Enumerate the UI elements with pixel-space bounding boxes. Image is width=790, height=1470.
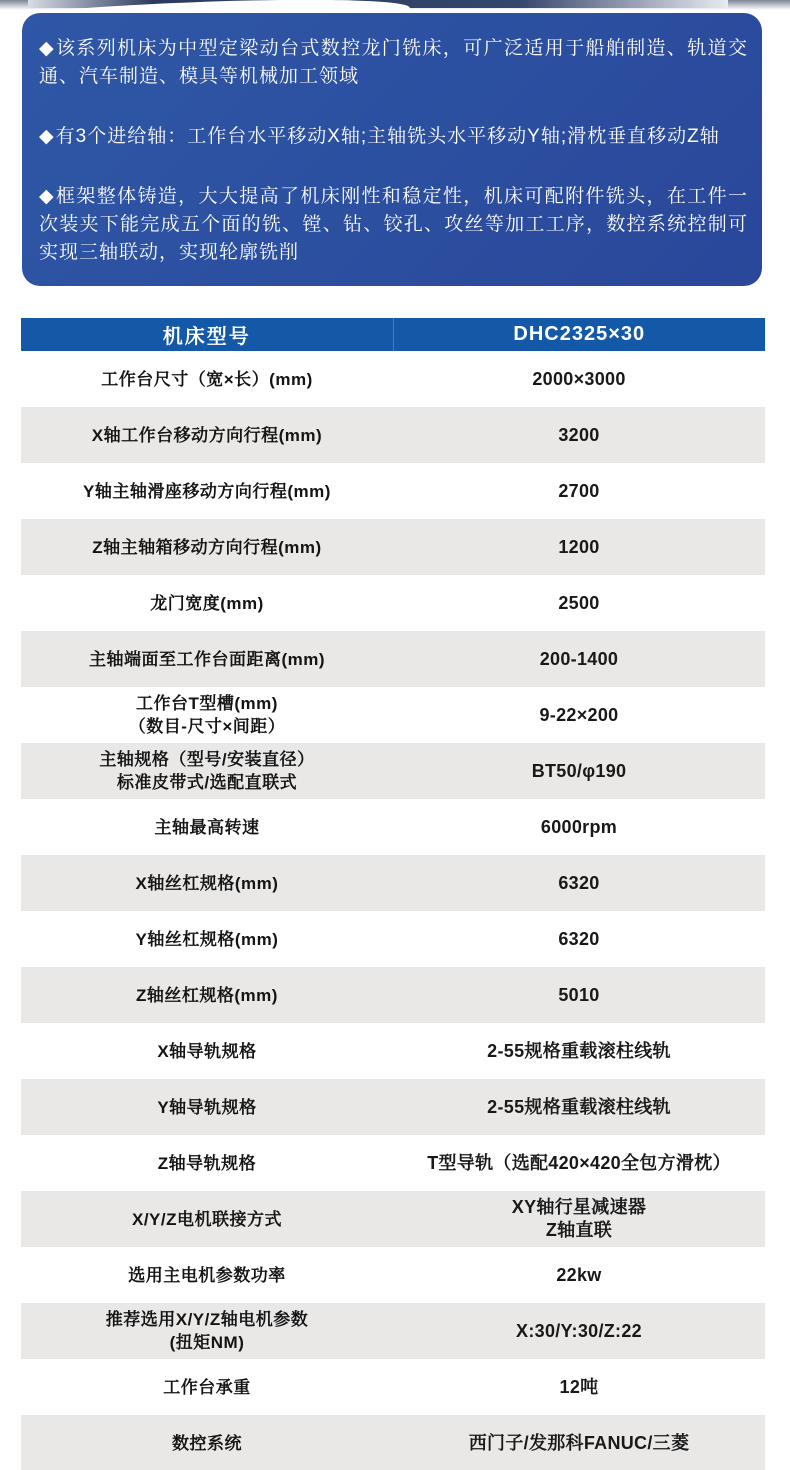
spec-label — [21, 687, 393, 743]
spec-label — [21, 911, 393, 967]
spec-value — [393, 1135, 765, 1191]
spec-label — [21, 855, 393, 911]
spec-value-text: 1200 — [558, 536, 600, 557]
spec-value-text: 2000×3000 — [532, 368, 626, 389]
spec-label-text: 主轴最高转速 — [154, 817, 260, 837]
spec-label — [21, 1415, 393, 1470]
spec-value — [393, 351, 765, 407]
spec-row-motor-coupling — [21, 1191, 765, 1247]
spec-value-text: 3200 — [558, 424, 600, 445]
spec-label — [21, 407, 393, 463]
spec-label — [21, 575, 393, 631]
intro-bullet-1-text: 该系列机床为中型定梁动台式数控龙门铣床，可广泛适用于船舶制造、轨道交通、汽车制造、模具等机械加工领域 — [39, 38, 748, 87]
spec-row-spindle-spec — [21, 743, 765, 799]
spec-label-text: X轴丝杠规格(mm) — [135, 873, 279, 893]
spec-value-text: 5010 — [558, 984, 600, 1005]
spec-label-text: X轴导轨规格 — [157, 1041, 257, 1061]
spec-row-max-spindle-speed — [21, 799, 765, 855]
diamond-icon: ◆ — [39, 186, 55, 207]
intro-panel — [22, 13, 762, 286]
spec-row-x-guideway — [21, 1023, 765, 1079]
spec-value-text: 2500 — [558, 592, 600, 613]
spec-label-text: 数控系统 — [172, 1433, 242, 1453]
spec-label-text: Z轴导轨规格 — [157, 1153, 257, 1173]
spec-label-text-line2: (扭矩NM) — [169, 1333, 245, 1352]
spec-row-y-travel — [21, 463, 765, 519]
spec-value — [393, 799, 765, 855]
spec-label-text: X/Y/Z电机联接方式 — [131, 1209, 282, 1229]
spec-value — [393, 1247, 765, 1303]
spec-value — [393, 967, 765, 1023]
spec-row-table-load — [21, 1359, 765, 1415]
spec-value-text: 6320 — [558, 928, 600, 949]
spec-label-text: 龙门宽度(mm) — [150, 593, 264, 613]
intro-bullet-1 — [39, 35, 748, 91]
spec-value-text: 9-22×200 — [539, 704, 619, 725]
top-banner-edge — [0, 0, 790, 10]
spec-label-text: 工作台尺寸（宽×长）(mm) — [101, 369, 313, 389]
spec-row-gantry-width — [21, 575, 765, 631]
spec-value — [393, 631, 765, 687]
spec-row-t-slots — [21, 687, 765, 743]
spec-label — [21, 1359, 393, 1415]
spec-label-text: Z轴丝杠规格(mm) — [136, 985, 278, 1005]
spec-value — [393, 911, 765, 967]
spec-value-text: 6000rpm — [540, 816, 618, 837]
spec-label — [21, 1303, 393, 1359]
spec-label-text-line2: （数目-尺寸×间距） — [128, 717, 286, 736]
spec-table — [21, 318, 765, 1470]
spec-value-text-line2: Z轴直联 — [545, 1220, 613, 1240]
spec-label-text: X轴工作台移动方向行程(mm) — [91, 425, 323, 445]
spec-label — [21, 631, 393, 687]
spec-row-axis-motor-torque — [21, 1303, 765, 1359]
spec-label — [21, 1023, 393, 1079]
spec-value-text: 2-55规格重载滚柱线轨 — [487, 1040, 671, 1061]
spec-value-text: X:30/Y:30/Z:22 — [516, 1320, 642, 1341]
spec-label — [21, 967, 393, 1023]
spec-value — [393, 1359, 765, 1415]
intro-bullet-2-text: 有3个进给轴：工作台水平移动X轴;主轴铣头水平移动Y轴;滑枕垂直移动Z轴 — [55, 126, 720, 147]
spec-label — [21, 1247, 393, 1303]
spec-label-text: 推荐选用X/Y/Z轴电机参数 — [105, 1310, 309, 1329]
spec-label — [21, 1191, 393, 1247]
spec-row-spindle-to-table — [21, 631, 765, 687]
spec-value-text: 6320 — [558, 872, 600, 893]
header-param-label: 机床型号 — [162, 326, 251, 348]
spec-row-x-travel — [21, 407, 765, 463]
diamond-icon: ◆ — [39, 126, 55, 147]
spec-row-z-guideway — [21, 1135, 765, 1191]
spec-row-cnc-system — [21, 1415, 765, 1470]
spec-value-text: 200-1400 — [539, 648, 619, 669]
spec-label — [21, 463, 393, 519]
spec-value — [393, 687, 765, 743]
spec-row-worktable-size — [21, 351, 765, 407]
spec-table-header — [21, 318, 765, 351]
spec-label — [21, 351, 393, 407]
spec-value-text: XY轴行星减速器 — [511, 1197, 647, 1217]
spec-label-text: Y轴主轴滑座移动方向行程(mm) — [83, 481, 331, 501]
spec-value — [393, 855, 765, 911]
spec-value-text: T型导轨（选配420×420全包方滑枕） — [427, 1152, 731, 1173]
spec-value — [393, 1191, 765, 1247]
spec-value-text: 西门子/发那科FANUC/三菱 — [468, 1432, 690, 1453]
spec-value — [393, 1415, 765, 1470]
spec-label-text: Z轴主轴箱移动方向行程(mm) — [92, 537, 322, 557]
spec-label-text-line2: 标准皮带式/选配直联式 — [116, 773, 298, 792]
spec-label — [21, 743, 393, 799]
spec-label — [21, 519, 393, 575]
spec-row-z-travel — [21, 519, 765, 575]
spec-label-text: 工作台T型槽(mm) — [136, 694, 278, 713]
spec-value-text: 2-55规格重载滚柱线轨 — [487, 1096, 671, 1117]
intro-bullet-3 — [39, 183, 748, 267]
spec-label-text: 选用主电机参数功率 — [128, 1265, 286, 1285]
diamond-icon: ◆ — [39, 38, 55, 59]
spec-row-y-guideway — [21, 1079, 765, 1135]
spec-row-x-ballscrew — [21, 855, 765, 911]
spec-row-z-ballscrew — [21, 967, 765, 1023]
spec-value-text: 22kw — [556, 1264, 602, 1285]
spec-value — [393, 1079, 765, 1135]
intro-bullet-2 — [39, 123, 748, 151]
spec-label-text: 工作台承重 — [163, 1377, 251, 1397]
spec-value — [393, 743, 765, 799]
spec-label-text: Y轴导轨规格 — [157, 1097, 257, 1117]
spec-label — [21, 1135, 393, 1191]
header-model-number: DHC2325×30 — [393, 318, 766, 351]
spec-value — [393, 1303, 765, 1359]
spec-label — [21, 1079, 393, 1135]
spec-value — [393, 575, 765, 631]
spec-label-text: 主轴规格（型号/安装直径） — [99, 750, 315, 769]
spec-label-text: Y轴丝杠规格(mm) — [135, 929, 279, 949]
spec-label — [21, 799, 393, 855]
spec-value — [393, 463, 765, 519]
spec-label-text: 主轴端面至工作台面距离(mm) — [88, 649, 326, 669]
spec-value-text: BT50/φ190 — [531, 760, 627, 781]
spec-value — [393, 1023, 765, 1079]
spec-value — [393, 407, 765, 463]
spec-value-text: 12吨 — [559, 1376, 599, 1397]
intro-bullet-3-text: 框架整体铸造，大大提高了机床刚性和稳定性，机床可配附件铣头，在工件一次装夹下能完成五个面的铣、镗、钻、铰孔、攻丝等加工工序，数控系统控制可实现三轴联动，实现轮廓铣削 — [39, 186, 748, 263]
spec-value-text: 2700 — [558, 480, 600, 501]
spec-row-y-ballscrew — [21, 911, 765, 967]
spec-row-main-motor-power — [21, 1247, 765, 1303]
spec-value — [393, 519, 765, 575]
